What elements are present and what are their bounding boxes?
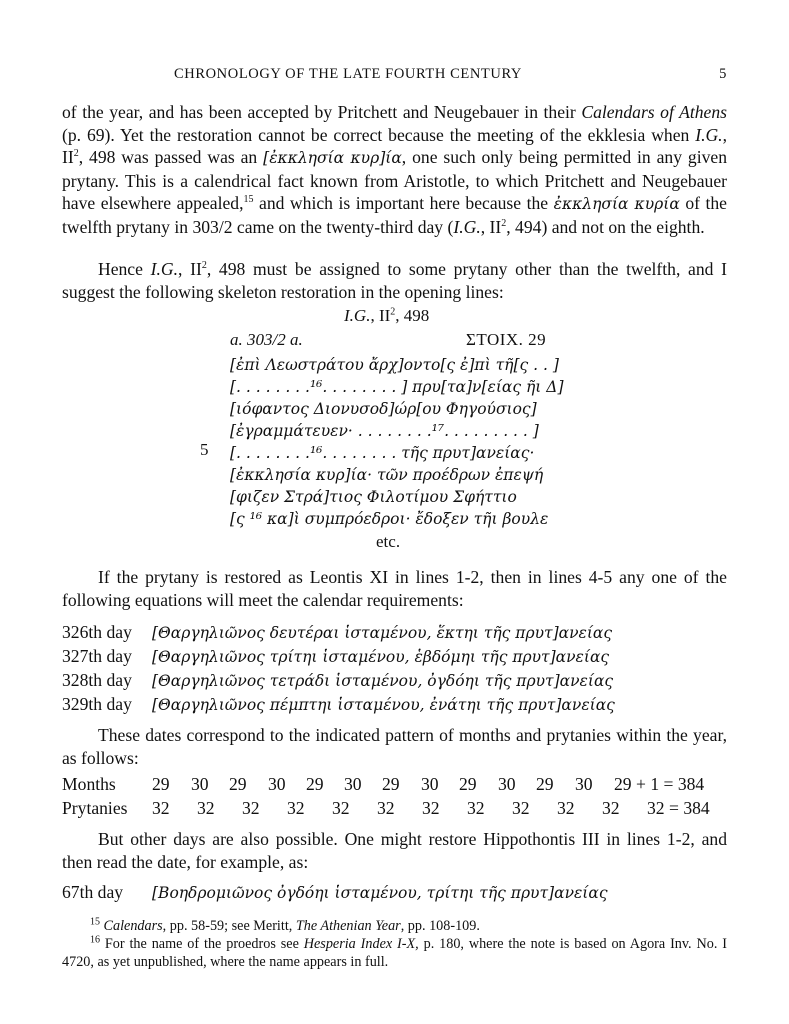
page — [62, 0, 727, 1024]
para2-ig: I.G. — [150, 259, 178, 279]
prytanies-label: Prytanies — [62, 798, 128, 818]
equation-text: [Θαργηλιῶνος δευτέραι ἱσταμένου, ἕκτηι τῆς πρυτ]ανείας — [152, 624, 613, 642]
prytanies-cell: 32 — [422, 798, 440, 818]
para1-text-15: , II — [480, 216, 502, 237]
prytanies-cell: 32 — [557, 798, 575, 818]
footnote-15-pages: , pp. 108-109. — [400, 918, 480, 934]
inscription-line: [ἐκκλησία κυρ]ία· τῶν προέδρων ἐπεψή — [230, 466, 544, 484]
para1-sup-2: 2 — [501, 218, 507, 230]
months-total: 29 + 1 = 384 — [614, 774, 705, 794]
inscription-line-number: 5 — [200, 440, 209, 459]
para5-text: But other days are also possible. One might restore Hippothontis III in lines 1-2, and then read the date, for example, as: — [62, 829, 727, 872]
inscription-heading-ig: I.G. — [344, 306, 371, 325]
months-cell: 30 — [575, 774, 593, 794]
paragraph-5 — [62, 828, 727, 873]
para1-text-1: of the year, and has been accepted by Pritchett and Neugebauer in their — [62, 102, 582, 122]
footnote-15-number: 15 — [90, 916, 100, 928]
equation-day: 328th day — [62, 670, 132, 690]
equation-row — [62, 670, 727, 694]
months-cell: 30 — [268, 774, 286, 794]
inscription-stoichedon: ΣΤΟΙΧ. 29 — [466, 330, 547, 349]
para1-sup-1: 2 — [73, 148, 79, 160]
months-cell: 29 — [306, 774, 324, 794]
footnote-16 — [62, 936, 727, 971]
paragraph-1 — [62, 101, 727, 239]
footnote-15-title: Calendars — [103, 918, 163, 934]
para1-greek-1: [ἐκκλησία κυρ]ία — [263, 149, 402, 168]
inscription-heading — [344, 306, 429, 326]
inscription-heading-num: , 498 — [395, 306, 430, 325]
para1-text-9: , one such only being permitted in any given prytany. This is a calendrical fact known from Aristotle, to which Pritchett and Neugebauer have elsewhere appealed, — [62, 147, 727, 214]
prytanies-cell: 32 — [287, 798, 305, 818]
inscription-line: [ἐπὶ Λεωστράτου ἄρχ]οντο[ς ἐ]πὶ τῆ[ς . . ] — [230, 356, 559, 374]
inscription-date: a. 303/2 a. — [230, 330, 303, 349]
para1-greek-2: ἐκκλησία κυρία — [553, 195, 680, 214]
para1-ig-2: I.G. — [453, 216, 481, 237]
equation-row — [62, 646, 727, 670]
page-number: 5 — [719, 66, 727, 82]
para2-text-3: , II — [178, 259, 202, 279]
prytanies-cell: 32 — [332, 798, 350, 818]
para1-text-17: , 494) and not on the eighth. — [506, 216, 705, 237]
months-cell: 30 — [191, 774, 209, 794]
equation-text: [Θαργηλιῶνος τρίτηι ἱσταμένου, ἑβδόμηι τῆς πρυτ]ανείας — [152, 648, 610, 666]
equation-text: [Θαργηλιῶνος τετράδι ἱσταμένου, ὀγδόηι τῆς πρυτ]ανείας — [152, 672, 614, 690]
inscription-line: [φιζεν Στρά]τιος Φιλοτίμου Σφήττιο — [230, 488, 517, 506]
footnote-ref-15: 15 — [243, 194, 254, 206]
equation-row — [62, 694, 727, 718]
para4-text: These dates correspond to the indicated pattern of months and prytanies within the year, as follows: — [62, 725, 727, 768]
example-text: [Βοηδρομιῶνος ὀγδόηι ἱσταμένου, τρίτηι τῆς πρυτ]ανείας — [152, 884, 608, 902]
equation-day: 329th day — [62, 694, 132, 714]
para1-text-7: , 498 was passed was an — [78, 147, 264, 168]
months-label: Months — [62, 774, 116, 794]
inscription-line: [. . . . . . . .¹⁶. . . . . . . . ] πρυ[τα]ν[είας ῆι Δ] — [230, 378, 564, 396]
months-cell: 29 — [536, 774, 554, 794]
prytanies-cell: 32 — [512, 798, 530, 818]
months-cell: 29 — [152, 774, 170, 794]
prytanies-cell: 32 — [602, 798, 620, 818]
prytanies-cell: 32 — [467, 798, 485, 818]
para1-ig-1: I.G. — [695, 124, 723, 145]
para2-text-1: Hence — [98, 259, 151, 279]
equation-day: 326th day — [62, 622, 132, 642]
example-day: 67th day — [62, 882, 124, 902]
footnote-16-journal: Hesperia Index I-X, — [303, 936, 419, 952]
inscription-line: [. . . . . . . .¹⁶. . . . . . . . τῆς πρυτ]ανείας· — [230, 444, 535, 462]
equation-row — [62, 622, 727, 646]
prytanies-total: 32 = 384 — [647, 798, 710, 818]
paragraph-2 — [62, 258, 727, 303]
para1-text-11: and which is important here because the — [253, 193, 554, 214]
footnote-15-text: , pp. 58-59; see Meritt, — [162, 918, 296, 934]
prytanies-cell: 32 — [242, 798, 260, 818]
para1-book-title: Calendars of Athens — [581, 102, 727, 122]
footnote-16-text-2: p. 180, where the note is based on Agora Inv. No. I 4720, as yet unpublished, where the name appears in full. — [62, 936, 727, 970]
prytanies-cell: 32 — [197, 798, 215, 818]
para1-text-3: (p. 69). Yet the restoration cannot be correct because the meeting of the ekklesia when — [62, 124, 696, 145]
months-cell: 29 — [459, 774, 477, 794]
inscription-line: [ιόφαντος Διονυσοδ]ώρ[ου Φηγούσιος] — [230, 400, 537, 418]
example-equation — [62, 882, 727, 906]
para3-text: If the prytany is restored as Leontis XI in lines 1-2, then in lines 4-5 any one of the following equations will meet the calendar requirements: — [62, 567, 727, 610]
months-cell: 30 — [421, 774, 439, 794]
inscription-etc: etc. — [376, 532, 401, 551]
para1-text-5: , II — [62, 124, 727, 168]
months-cell: 30 — [344, 774, 362, 794]
prytanies-cell: 32 — [377, 798, 395, 818]
para2-sup: 2 — [201, 260, 207, 272]
prytanies-row — [62, 798, 727, 822]
inscription-heading-sup: 2 — [390, 306, 396, 318]
prytanies-cell: 32 — [152, 798, 170, 818]
months-cell: 30 — [498, 774, 516, 794]
footnote-16-text-1: For the name of the proedros see — [104, 936, 304, 952]
inscription-line: [ἐγραμμάτευεν· . . . . . . . .¹⁷. . . . . . . . . ] — [230, 422, 539, 440]
running-head-title: CHRONOLOGY OF THE LATE FOURTH CENTURY — [174, 66, 522, 82]
paragraph-4 — [62, 724, 727, 769]
para2-text-5: , 498 must be assigned to some prytany other than the twelfth, and I suggest the following skeleton restoration in the opening lines: — [62, 259, 727, 302]
months-cell: 29 — [229, 774, 247, 794]
inscription-line: [ς ¹⁶ κα]ὶ συμπρόεδροι· ἔδοξεν τῆι βουλε — [230, 510, 549, 528]
paragraph-3 — [62, 566, 727, 611]
equation-text: [Θαργηλιῶνος πέμπτηι ἱσταμένου, ἐνάτηι τῆς πρυτ]ανείας — [152, 696, 615, 714]
footnote-15-book: The Athenian Year — [295, 918, 401, 934]
inscription-heading-vol: , II — [370, 306, 391, 325]
months-row — [62, 774, 727, 798]
footnote-15 — [62, 918, 727, 936]
footnote-16-number: 16 — [90, 934, 100, 946]
months-cell: 29 — [382, 774, 400, 794]
equation-day: 327th day — [62, 646, 132, 666]
para1-text-13: of the twelfth prytany in 303/2 came on the twenty-third day ( — [62, 193, 727, 237]
